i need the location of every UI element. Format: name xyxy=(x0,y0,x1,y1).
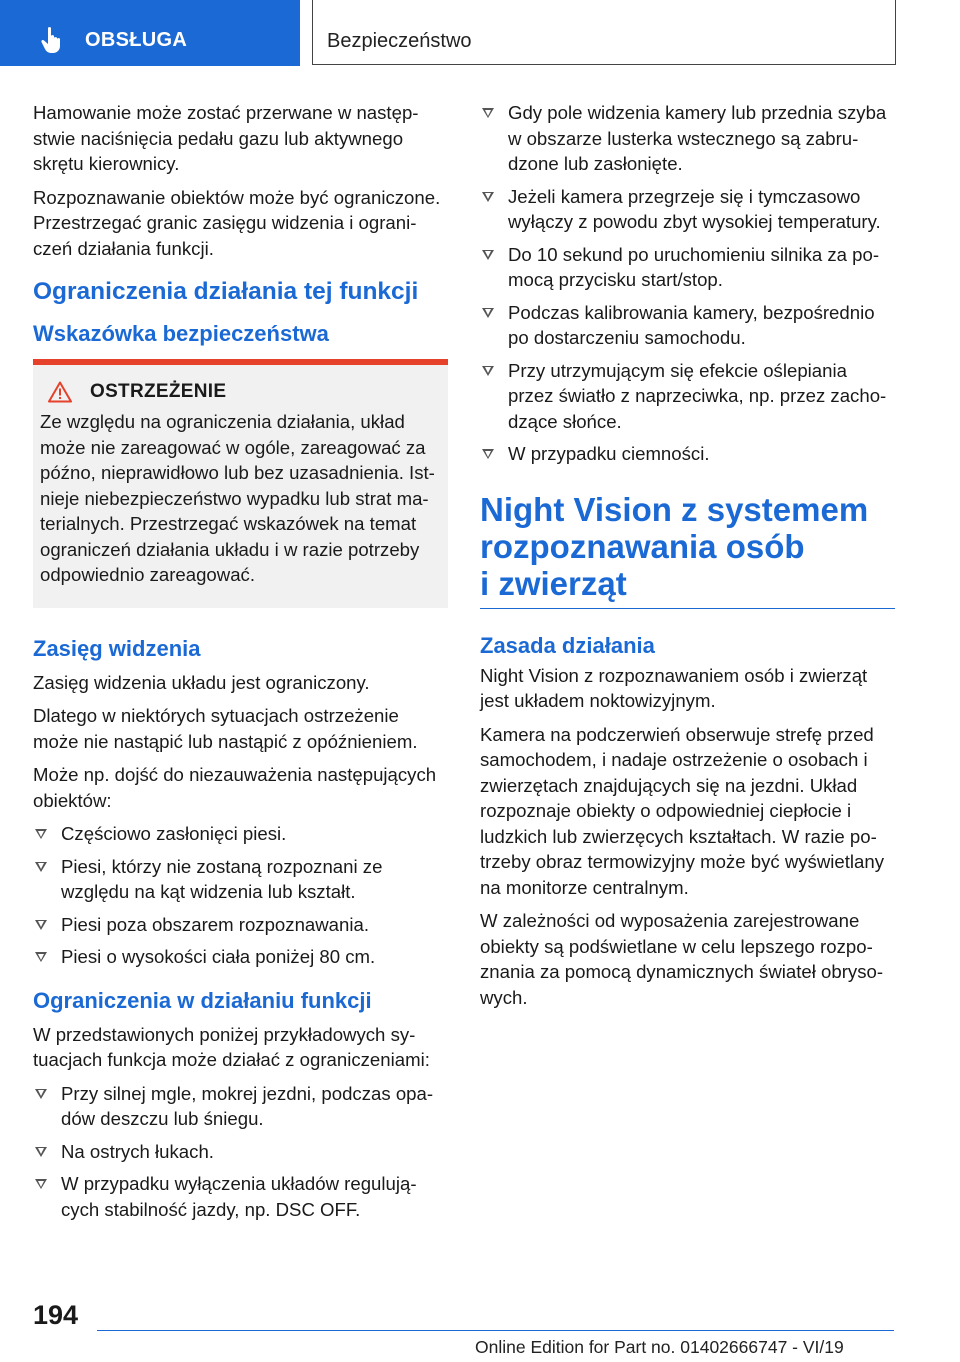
list-item: Piesi, którzy nie zostaną rozpoznani ze względu na kąt widzenia lub kształt. xyxy=(33,854,448,905)
warning-triangle-icon xyxy=(48,381,72,403)
heading-principle: Zasada działania xyxy=(480,632,655,658)
paragraph: W przedstawionych poniżej przykładowych sytuacjach funkcja może działać z ograniczeniami: xyxy=(33,1023,430,1070)
section-label: OBSŁUGA xyxy=(85,29,188,51)
paragraph: Night Vision z rozpoznawaniem osób i zwierząt jest układem noktowizyjnym. xyxy=(480,664,868,711)
list-item: Gdy pole widzenia kamery lub przednia szyba w obszarze lusterka wstecznego są zabrudzone lub zasłonięte. xyxy=(480,100,895,177)
list-item: W przypadku ciemności. xyxy=(480,441,895,467)
hand-pointer-icon xyxy=(40,26,66,54)
paragraph: Zasięg widzenia układu jest ograniczony. xyxy=(33,671,370,693)
paragraph: Rozpoznawanie obiektów może być ograniczone. Przestrzegać granic zasięgu widzenia i ograniczeń działania funkcji. xyxy=(33,186,441,259)
paragraph: W zależności od wyposażenia zarejestrowane obiekty są podświetlane w celu lepszego rozpoznania za pomocą dynamicznych świateł obrysowych. xyxy=(480,910,884,1008)
list-item: Na ostrych łukach. xyxy=(33,1139,448,1165)
heading-night-vision: Night Vision z systemem rozpoznawania osób i zwierząt xyxy=(480,490,869,602)
list-item: Podczas kalibrowania kamery, bezpośrednio po dostarczeniu samochodu. xyxy=(480,300,895,351)
paragraph: Może np. dojść do niezauważenia następujących obiektów: xyxy=(33,764,437,811)
warning-text: Ze względu na ograniczenia działania, układ może nie zareagować w ogóle, zareagować za późno, nieprawidłowo lub bez uzasadnienia. Istnieje niebezpieczeństwo wypadku lub strat materialnych. Przestrzegać wskazówek na temat ograniczeń działania układu i w razie potrzeby odpowiednio zareagować. xyxy=(40,411,435,585)
list-item: Przy silnej mgle, mokrej jezdni, podczas opadów deszczu lub śniegu. xyxy=(33,1081,448,1132)
chapter-title: Bezpieczeństwo xyxy=(327,30,472,52)
chapter-header xyxy=(312,0,896,65)
list-item: Do 10 sekund po uruchomieniu silnika za pomocą przycisku start/stop. xyxy=(480,242,895,293)
list-item: Jeżeli kamera przegrzeje się i tymczasowo wyłączy z powodu zbyt wysokiej temperatury. xyxy=(480,184,895,235)
list-item: Piesi o wysokości ciała poniżej 80 cm. xyxy=(33,944,448,970)
page-number: 194 xyxy=(33,1300,79,1330)
footer-edition: Online Edition for Part no. 01402666747 - VI/19 xyxy=(475,1337,844,1357)
range-list xyxy=(33,821,448,970)
heading-limits: Ograniczenia działania tej funkcji xyxy=(33,278,419,305)
paragraph: Dlatego w niektórych sytuacjach ostrzeżenie może nie nastąpić lub nastąpić z opóźnieniem. xyxy=(33,705,418,752)
warning-title: OSTRZEŻENIE xyxy=(90,381,227,402)
section-tab xyxy=(0,0,300,66)
right-column xyxy=(480,100,895,1018)
heading-safety: Wskazówka bezpieczeństwa xyxy=(33,321,329,346)
footer-divider xyxy=(97,1330,894,1331)
paragraph: Hamowanie może zostać przerwane w następstwie naciśnięcia pedału gazu lub aktywnego skrętu kierownicy. xyxy=(33,102,419,174)
list-item: Piesi poza obszarem rozpoznawania. xyxy=(33,912,448,938)
paragraph: Kamera na podczerwień obserwuje strefę przed samochodem, i nadaje ostrzeżenie o osobach i zwierzętach znajdujących się na jezdni. Układ rozpoznaje obiekty o odpowiedniej ciepłocie i ludzkich lub zwierzęcych kształtach. W razie potrzeby obraz termowizyjny może być wyświetlany na monitorze centralnym. xyxy=(480,723,885,898)
heading-range: Zasięg widzenia xyxy=(33,635,201,661)
list-item: W przypadku wyłączenia układów regulujących stabilność jazdy, np. DSC OFF. xyxy=(33,1171,448,1222)
left-column xyxy=(33,100,448,1229)
heading-divider xyxy=(480,608,895,609)
list-item: Przy utrzymującym się efekcie oślepiania przez światło z naprzeciwka, np. przez zachodzące słońce. xyxy=(480,358,895,435)
conditions-list xyxy=(480,100,895,467)
warning-box xyxy=(33,359,448,608)
list-item: Częściowo zasłonięci piesi. xyxy=(33,821,448,847)
func-list xyxy=(33,1081,448,1223)
heading-func-limits: Ograniczenia w działaniu funkcji xyxy=(33,987,372,1013)
